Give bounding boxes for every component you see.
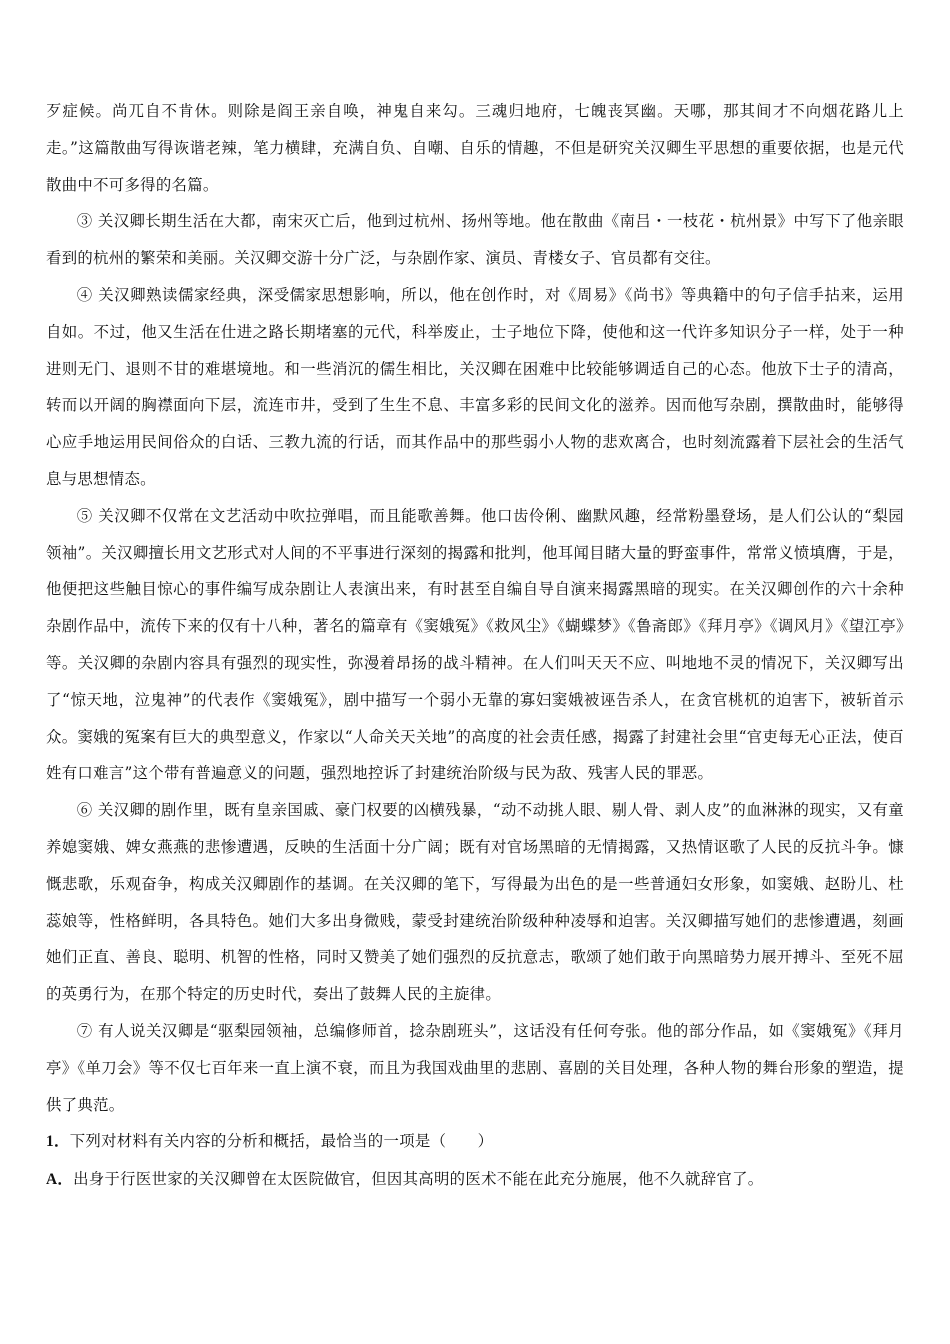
option-a-label: A． — [46, 1171, 74, 1189]
paragraph-7: ⑦ 有人说关汉卿是“驱梨园领袖，总编修师首，捻杂剧班头”，这话没有任何夸张。他的部分作品，如《窦娥冤》《拜月亭》《单刀会》等不仅七百年来一直上演不衰，而且为我国戏曲里的悲剧、喜剧的关目处理，各种人物的舞台形象的塑造，提供了典范。 — [46, 1021, 904, 1114]
paragraph-3: ③ 关汉卿长期生活在大都，南宋灭亡后，他到过杭州、扬州等地。他在散曲《南吕・一枝花・杭州景》中写下了他亲眼看到的杭州的繁荣和美丽。关汉卿交游十分广泛，与杂剧作家、演员、青楼女子、官员都有交往。 — [46, 212, 904, 268]
question-text: 下列对材料有关内容的分析和概括，最恰当的一项是（ ） — [69, 1132, 494, 1151]
question-1 — [46, 1123, 904, 1161]
question-number: 1． — [46, 1133, 70, 1151]
paragraph-continuation: 歹症候。尚兀自不肯休。则除是阎王亲自唤，神鬼自来勾。三魂归地府，七魄丧冥幽。天哪，那其间才不向烟花路儿上走。”这篇散曲写得诙谐老辣，笔力横肆，充满自负、自嘲、自乐的情趣，不但是研究关汉卿生平思想的重要依据，也是元代散曲中不可多得的名篇。 — [46, 102, 904, 194]
option-a — [46, 1161, 904, 1199]
paragraph-5: ⑤ 关汉卿不仅常在文艺活动中吹拉弹唱，而且能歌善舞。他口齿伶俐、幽默风趣，经常粉墨登场，是人们公认的“梨园领袖”。关汉卿擅长用文艺形式对人间的不平事进行深刻的揭露和批判，他耳闻目睹大量的野蛮事件，常常义愤填膺，于是，他便把这些触目惊心的事件编写成杂剧让人表演出来，有时甚至自编自导自演来揭露黑暗的现实。在关汉卿创作的六十余种杂剧作品中，流传下来的仅有十八种，著名的篇章有《窦娥冤》《救风尘》《蝴蝶梦》《鲁斋郎》《拜月亭》《调风月》《望江亭》等。关汉卿的杂剧内容具有强烈的现实性，弥漫着昂扬的战斗精神。在人们叫天天不应、叫地地不灵的情况下，关汉卿写出了“惊天地，泣鬼神”的代表作《窦娥冤》，剧中描写一个弱小无靠的寡妇窦娥被诬告杀人，在贪官桃杌的迫害下，被斩首示众。窦娥的冤案有巨大的典型意义，作家以“人命关天关地”的高度的社会责任感，揭露了封建社会里“官吏每无心正法，使百姓有口难言”这个带有普遍意义的问题，强烈地控诉了封建统治阶级与民为敌、残害人民的罪恶。 — [46, 506, 904, 783]
paragraph-4: ④ 关汉卿熟读儒家经典，深受儒家思想影响，所以，他在创作时，对《周易》《尚书》等典籍中的句子信手拈来，运用自如。不过，他又生活在仕进之路长期堵塞的元代，科举废止，士子地位下降，使他和这一代许多知识分子一样，处于一种进则无门、退则不甘的难堪境地。和一些消沉的儒生相比，关汉卿在困难中比较能够调适自己的心态。他放下士子的清高，转而以开阔的胸襟面向下层，流连市井，受到了生生不息、丰富多彩的民间文化的滋养。因而他写杂剧，撰散曲时，能够得心应手地运用民间俗众的白话、三教九流的行话，而其作品中的那些弱小人物的悲欢离合，也时刻流露着下层社会的生活气息与思想情态。 — [46, 285, 904, 488]
paragraph-6: ⑥ 关汉卿的剧作里，既有皇亲国戚、豪门权要的凶横残暴，“动不动挑人眼、剔人骨、剥人皮”的血淋淋的现实，又有童养媳窦娥、婢女燕燕的悲惨遭遇，反映的生活面十分广阔；既有对官场黑暗的无情揭露，又热情讴歌了人民的反抗斗争。慷慨悲歌，乐观奋争，构成关汉卿剧作的基调。在关汉卿的笔下，写得最为出色的是一些普通妇女形象，如窦娥、赵盼儿、杜蕊娘等，性格鲜明，各具特色。她们大多出身微贱，蒙受封建统治阶级种种凌辱和迫害。关汉卿描写她们的悲惨遭遇，刻画她们正直、善良、聪明、机智的性格，同时又赞美了她们强烈的反抗意志，歌颂了她们敢于向黑暗势力展开搏斗、至死不屈的英勇行为，在那个特定的历史时代，奏出了鼓舞人民的主旋律。 — [46, 801, 904, 1004]
option-a-text: 出身于行医世家的关汉卿曾在太医院做官，但因其高明的医术不能在此充分施展，他不久就辞官了。 — [73, 1170, 764, 1189]
